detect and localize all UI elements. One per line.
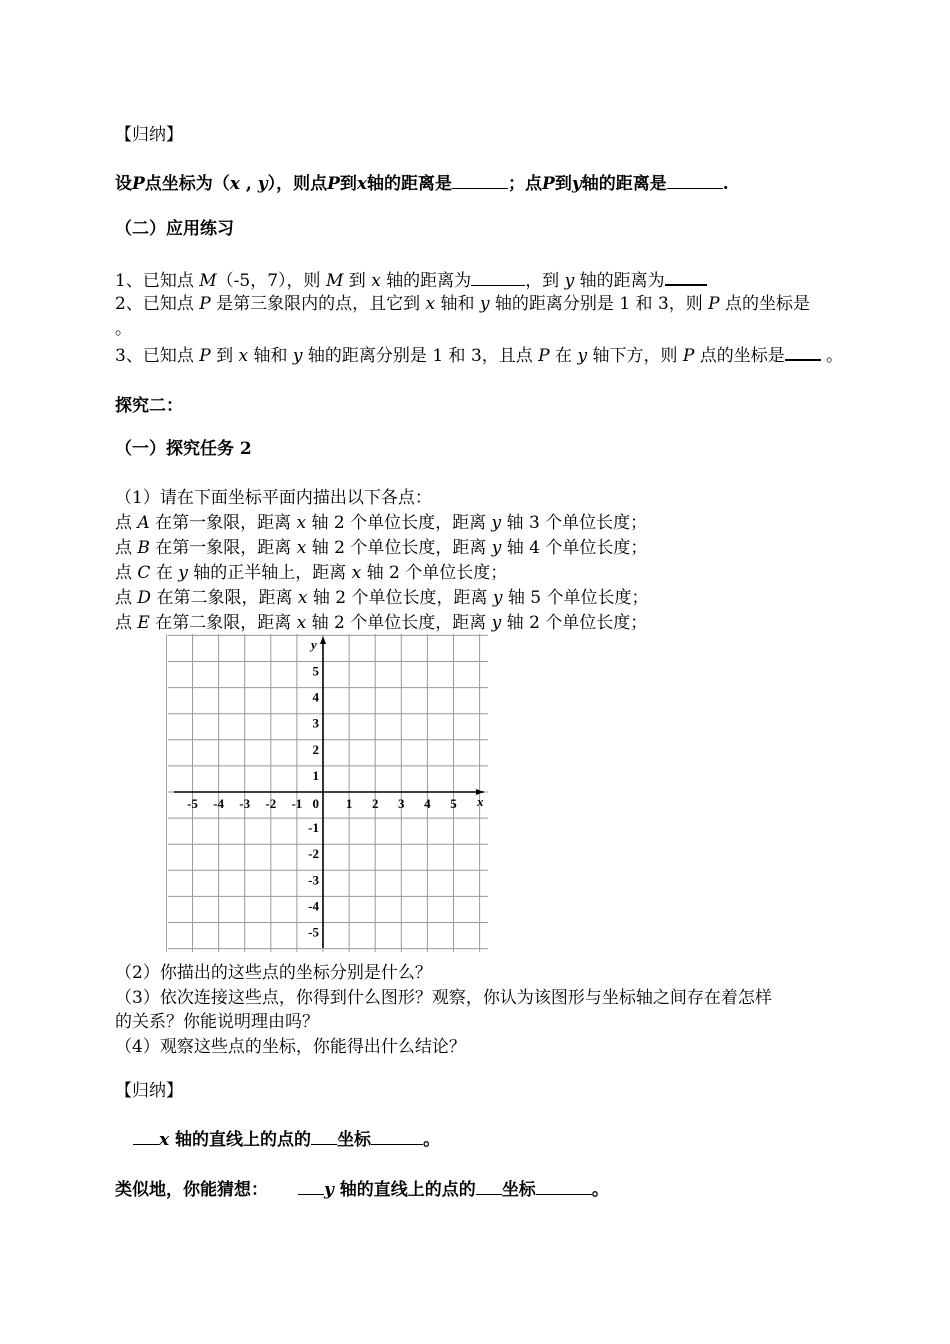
axes xyxy=(174,636,484,948)
blank[interactable] xyxy=(471,269,525,286)
practice-question-2-end: 。 xyxy=(115,319,132,339)
practice-question-3: 3、已知点 P 到 x 轴和 y 轴的距离分别是 1 和 3，且点 P 在 y 轴下方，则 P 点的坐标是 。 xyxy=(115,343,843,367)
task-intro: （1）请在下面坐标平面内描出以下各点： xyxy=(115,488,432,508)
blank[interactable] xyxy=(476,1178,502,1195)
practice-heading: （二）应用练习 xyxy=(115,219,234,239)
x-tick-label: -3 xyxy=(239,796,251,811)
blank[interactable] xyxy=(452,172,508,189)
explore-heading: 探究二： xyxy=(115,396,183,416)
y-tick-label: 4 xyxy=(312,689,319,705)
x-tick-label: -5 xyxy=(187,796,198,811)
blank[interactable] xyxy=(785,343,821,361)
y-tick-label: 3 xyxy=(312,715,319,731)
summary-statement-1: 设P点坐标为（x , y），则点P到x轴的距离是 ；点P到y轴的距离是 . xyxy=(115,174,729,194)
blank[interactable] xyxy=(311,1128,337,1145)
origin-label: 0 xyxy=(312,796,319,811)
blank[interactable] xyxy=(536,1178,592,1195)
y-axis-arrow xyxy=(320,636,326,644)
point-description-C: 点 C 在 y 轴的正半轴上，距离 x 轴 2 个单位长度； xyxy=(115,563,508,583)
tick-labels xyxy=(187,637,484,940)
point-description-B: 点 B 在第一象限，距离 x 轴 2 个单位长度，距离 y 轴 4 个单位长度； xyxy=(115,538,648,558)
blank[interactable] xyxy=(665,268,707,286)
summary-heading-2: 【归纳】 xyxy=(115,1081,183,1101)
x-tick-label: 4 xyxy=(424,796,431,811)
summary-statement-3: 类似地，你能猜想： y 轴的直线上的点的 坐标 。 xyxy=(115,1180,609,1200)
task-question-2: （2）你描出的这些点的坐标分别是什么？ xyxy=(115,963,432,983)
x-tick-label: -4 xyxy=(213,796,225,811)
task-question-4: （4）观察这些点的坐标，你能得出什么结论？ xyxy=(115,1037,466,1057)
y-tick-label: -2 xyxy=(308,846,319,862)
x-tick-label: -1 xyxy=(291,796,303,811)
summary-heading-1: 【归纳】 xyxy=(115,125,183,145)
summary-statement-2: x 轴的直线上的点的 坐标 。 xyxy=(133,1128,440,1151)
point-description-D: 点 D 在第二象限，距离 x 轴 2 个单位长度，距离 y 轴 5 个单位长度； xyxy=(115,588,649,608)
x-tick-label: -2 xyxy=(265,796,277,811)
y-tick-label: -4 xyxy=(308,898,319,914)
y-tick-label: 1 xyxy=(312,767,319,783)
blank[interactable] xyxy=(371,1128,423,1145)
blank[interactable] xyxy=(298,1178,324,1195)
y-axis-label: y xyxy=(311,637,317,652)
task-question-3b: 的关系？你能说明理由吗？ xyxy=(115,1012,319,1032)
y-tick-label: 5 xyxy=(312,663,319,679)
point-description-E: 点 E 在第二象限，距离 x 轴 2 个单位长度，距离 y 轴 2 个单位长度； xyxy=(115,613,648,633)
y-tick-label: -5 xyxy=(308,924,319,940)
practice-question-2: 2、已知点 P 是第三象限内的点，且它到 x 轴和 y 轴的距离分别是 1 和 3，则 P 点的坐标是 xyxy=(115,294,811,314)
x-tick-label: 3 xyxy=(398,796,405,811)
x-tick-label: 1 xyxy=(345,796,353,811)
blank[interactable] xyxy=(667,172,723,189)
grid-lines xyxy=(166,634,488,952)
x-axis-label: x xyxy=(477,794,484,809)
y-tick-label: 2 xyxy=(312,741,319,757)
task-heading: （一）探究任务 2 xyxy=(115,439,252,459)
point-description-A: 点 A 在第一象限，距离 x 轴 2 个单位长度，距离 y 轴 3 个单位长度； xyxy=(115,513,648,533)
x-tick-label: 5 xyxy=(450,796,457,811)
practice-question-1: 1、已知点 M（-5，7），则 M 到 x 轴的距离为 ，到 y 轴的距离为 xyxy=(115,268,707,292)
x-tick-label: 2 xyxy=(371,796,379,811)
coordinate-grid[interactable] xyxy=(166,634,496,952)
y-tick-label: -3 xyxy=(308,872,319,888)
y-tick-label: -1 xyxy=(308,820,319,836)
task-question-3a: （3）依次连接这些点，你得到什么图形？观察，你认为该图形与坐标轴之间存在着怎样 xyxy=(115,988,772,1008)
blank[interactable] xyxy=(133,1128,159,1145)
